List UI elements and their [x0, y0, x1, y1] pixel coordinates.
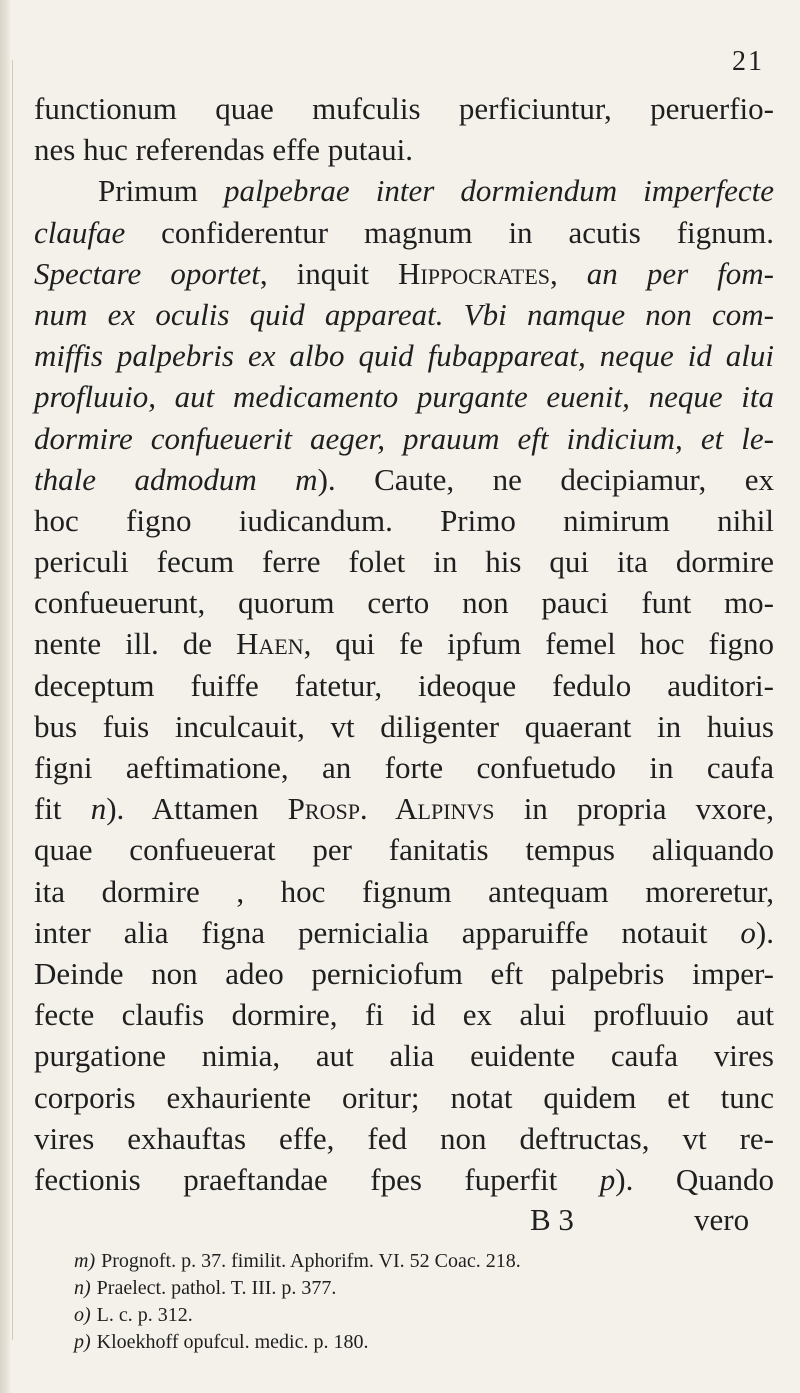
text-line [34, 170, 774, 211]
text-segment: Spectare oportet [34, 255, 260, 291]
text-segment: thale admodum m [34, 461, 318, 497]
page-number: 21 [732, 46, 764, 77]
catchword: vero [694, 1202, 750, 1238]
footnote [74, 1275, 764, 1302]
text-segment: vires exhauftas effe, fed non deftructas, vt re- [34, 1120, 774, 1156]
text-line [34, 212, 774, 253]
text-line [34, 953, 774, 994]
text-segment: purgatione nimia, aut alia euidente caufa vires [34, 1038, 774, 1074]
text-line [34, 1035, 774, 1076]
footnote [74, 1248, 764, 1275]
book-spine-shadow [0, 0, 10, 1393]
text-segment: ita dormire , hoc fignum antequam moreretur, [34, 873, 774, 909]
footnote-text: Kloekhoff opufcul. medic. p. 180. [96, 1331, 369, 1353]
footnote-mark: m) [74, 1250, 96, 1272]
text-line [34, 623, 774, 664]
text-line [34, 253, 774, 294]
text-line [34, 129, 774, 170]
text-segment: claufae [34, 214, 126, 250]
text-segment: periculi fecum ferre folet in his qui ita dormire [34, 544, 774, 580]
text-line [34, 788, 774, 829]
text-segment: figni aeftimatione, an forte confuetudo in caufa [34, 750, 774, 785]
text-segment: corporis exhauriente oritur; notat quidem et tunc [34, 1079, 774, 1115]
text-segment: , qui fe ipfum femel hoc figno [303, 626, 774, 662]
text-segment: confiderentur magnum in acutis fignum. [125, 214, 774, 250]
text-segment: Deinde non adeo perniciofum eft palpebris imper- [34, 955, 774, 991]
text-line [34, 912, 774, 953]
text-line [34, 335, 774, 376]
footnotes [74, 1248, 764, 1356]
text-line [34, 994, 774, 1035]
text-segment: Primum [98, 173, 224, 209]
footnote-mark: n) [74, 1277, 91, 1299]
text-segment: fit [34, 791, 91, 827]
text-segment: , inquit [259, 255, 399, 291]
gutter-line [12, 60, 13, 1340]
text-line [34, 582, 774, 623]
text-line [34, 500, 774, 541]
text-line [34, 88, 774, 129]
signature-line [34, 1200, 774, 1240]
footnote [74, 1329, 764, 1356]
text-segment: ). Caute, ne decipiamur, ex [317, 461, 774, 497]
text-segment: Haen [236, 626, 304, 662]
text-segment: profluuio, aut medicamento purgante euenit, neque ita [34, 379, 774, 415]
text-line [34, 706, 774, 747]
text-segment: fectionis praeftandae fpes fuperfit [34, 1161, 600, 1197]
text-line [34, 1077, 774, 1118]
footnote-mark: p) [74, 1331, 91, 1353]
text-segment: an per fom- [586, 255, 774, 291]
text-segment: confueuerunt, quorum certo non pauci funt mo- [34, 585, 774, 621]
text-segment: num ex oculis quid appareat. Vbi namque non com- [34, 296, 774, 332]
text-segment: , [550, 255, 587, 291]
body-text [34, 88, 774, 1240]
text-line [34, 1159, 774, 1200]
text-line [34, 376, 774, 417]
footnote-text: L. c. p. 312. [96, 1304, 193, 1326]
signature-mark: B 3 [530, 1202, 574, 1238]
text-segment: functionum quae mufculis perficiuntur, peruerfio- [34, 91, 774, 126]
text-segment: nente ill. de [34, 626, 237, 662]
text-line [34, 665, 774, 706]
text-segment: quae confueuerat per fanitatis tempus aliquando [34, 832, 774, 868]
text-segment: bus fuis inculcauit, vt diligenter quaerant in huius [34, 708, 774, 744]
text-segment: n [90, 791, 107, 827]
text-segment: palpebrae inter dormiendum imperfecte [223, 173, 774, 209]
text-line [34, 294, 774, 335]
text-segment: dormire confueuerit aeger, prauum eft indicium, et le- [34, 420, 774, 456]
footnote-mark: o) [74, 1304, 91, 1326]
text-segment: fecte claufis dormire, fi id ex alui profluuio aut [34, 997, 774, 1033]
text-segment: inter alia figna pernicialia apparuiffe notauit [34, 914, 741, 950]
text-segment: o [740, 914, 756, 950]
text-line [34, 747, 774, 788]
text-segment: ). [755, 914, 774, 950]
text-segment: Prosp. Alpinvs [287, 791, 495, 827]
text-segment: p [599, 1161, 616, 1197]
text-segment: hoc figno iudicandum. Primo nimirum nihil [34, 502, 774, 538]
text-line [34, 418, 774, 459]
text-segment: Hippocrates [398, 255, 551, 291]
text-line [34, 459, 774, 500]
footnote [74, 1302, 764, 1329]
text-segment: miffis palpebris ex albo quid fubappareat, neque id alui [34, 338, 774, 374]
footnote-text: Prognoft. p. 37. fimilit. Aphorifm. VI. 52 Coac. 218. [101, 1250, 521, 1272]
footnote-text: Praelect. pathol. T. III. p. 377. [96, 1277, 337, 1299]
text-segment: nes huc referendas effe putaui. [34, 132, 413, 168]
text-line [34, 829, 774, 870]
text-line [34, 541, 774, 582]
text-segment: ). Attamen [106, 791, 288, 827]
text-line [34, 1118, 774, 1159]
text-segment: ). Quando [615, 1161, 774, 1197]
text-line [34, 871, 774, 912]
text-segment: in propria vxore, [494, 791, 774, 827]
text-segment: deceptum fuiffe fatetur, ideoque fedulo auditori- [34, 667, 774, 703]
